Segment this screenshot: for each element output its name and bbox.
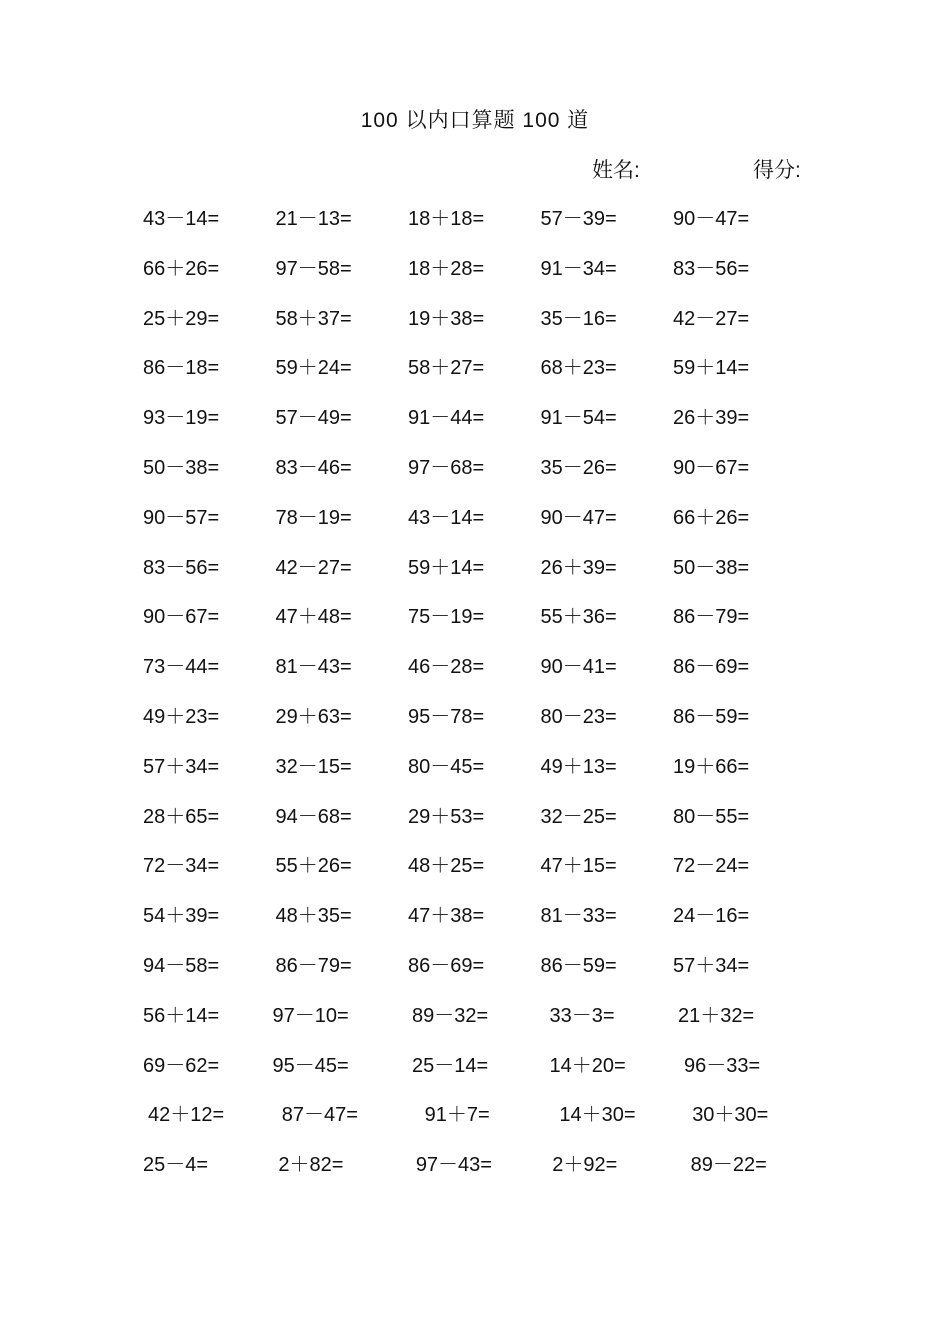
problem-item: 90－67=: [673, 456, 750, 479]
problem-item: 94－68=: [275, 805, 352, 828]
problem-item: 50－38=: [143, 456, 220, 479]
problem-item: 2＋82=: [278, 1154, 344, 1177]
problem-item: 89－32=: [412, 1004, 489, 1027]
problem-item: 29＋53=: [408, 805, 485, 828]
problem-item: 32－15=: [275, 755, 352, 778]
problem-item: 93－19=: [143, 407, 220, 430]
problem-item: 68＋23=: [540, 357, 617, 380]
name-label: 姓名:: [592, 159, 640, 182]
problem-row: [143, 802, 823, 852]
problem-item: 89－22=: [690, 1154, 767, 1177]
problem-item: 80－23=: [540, 705, 617, 728]
problem-item: 49＋13=: [540, 755, 617, 778]
problem-item: 69－62=: [143, 1054, 220, 1077]
problem-item: 47＋15=: [540, 855, 617, 878]
problem-item: 19＋66=: [673, 755, 750, 778]
problem-item: 97－58=: [275, 257, 352, 280]
problem-item: 80－45=: [408, 755, 485, 778]
problem-row: [143, 702, 823, 752]
problem-item: 56＋14=: [143, 1004, 220, 1027]
problem-item: 73－44=: [143, 656, 220, 679]
problem-item: 87－47=: [281, 1104, 358, 1127]
problem-item: 90－47=: [673, 208, 750, 230]
problem-row: [143, 403, 823, 453]
problem-item: 86－59=: [673, 705, 750, 728]
problem-item: 47＋38=: [408, 905, 485, 928]
problem-item: 86－59=: [540, 954, 617, 977]
problem-row: [143, 254, 823, 304]
problem-item: 90－67=: [143, 606, 220, 629]
problem-item: 28＋65=: [143, 805, 220, 828]
problem-item: 35－26=: [540, 456, 617, 479]
problem-row: [143, 951, 823, 1001]
problem-item: 57－49=: [275, 407, 352, 430]
problem-item: 83－46=: [275, 456, 352, 479]
score-label: 得分:: [753, 159, 801, 182]
problem-item: 97－68=: [408, 456, 485, 479]
problem-row: [143, 1100, 823, 1150]
problem-item: 19＋38=: [408, 307, 485, 330]
problem-row: [143, 602, 823, 652]
problem-item: 81－43=: [275, 656, 352, 679]
problem-item: 46－28=: [408, 656, 485, 679]
problem-item: 49＋23=: [143, 705, 220, 728]
problem-item: 83－56=: [143, 556, 220, 579]
problem-item: 57－39=: [540, 208, 617, 230]
page-title: 100 以内口算题 100 道: [360, 109, 590, 132]
problem-item: 86－18=: [143, 357, 220, 380]
problem-row: [143, 1001, 823, 1051]
problem-item: 50－38=: [673, 556, 750, 579]
problem-item: 18＋18=: [408, 208, 485, 230]
problem-item: 96－33=: [684, 1054, 761, 1077]
problem-item: 42＋12=: [148, 1104, 225, 1127]
problem-item: 43－14=: [143, 208, 220, 230]
problem-item: 25－4=: [143, 1154, 209, 1177]
problem-item: 25＋29=: [143, 307, 220, 330]
problem-item: 95－45=: [272, 1054, 349, 1077]
problem-item: 66＋26=: [143, 257, 220, 280]
problem-item: 18＋28=: [408, 257, 485, 280]
problem-row: [143, 652, 823, 702]
problem-item: 29＋63=: [275, 705, 352, 728]
problem-item: 90－41=: [540, 656, 617, 679]
problem-item: 26＋39=: [673, 407, 750, 430]
problem-item: 90－57=: [143, 506, 220, 529]
problem-item: 83－56=: [673, 257, 750, 280]
problem-row: [143, 752, 823, 802]
problem-item: 48＋35=: [275, 905, 352, 928]
problem-item: 90－47=: [540, 506, 617, 529]
problem-item: 72－24=: [673, 855, 750, 878]
problem-item: 91－54=: [540, 407, 617, 430]
problem-item: 86－69=: [408, 954, 485, 977]
problem-row: [143, 503, 823, 553]
problem-item: 91＋7=: [424, 1104, 490, 1127]
problem-item: 86－79=: [673, 606, 750, 629]
problem-item: 75－19=: [408, 606, 485, 629]
problem-item: 81－33=: [540, 905, 617, 928]
problem-item: 59＋24=: [275, 357, 352, 380]
problem-item: 95－78=: [408, 705, 485, 728]
problem-item: 94－58=: [143, 954, 220, 977]
problem-item: 43－14=: [408, 506, 485, 529]
problem-item: 24－16=: [673, 905, 750, 928]
problem-item: 91－34=: [540, 257, 617, 280]
problem-item: 21－13=: [275, 208, 352, 230]
problem-item: 47＋48=: [275, 606, 352, 629]
problem-item: 14＋20=: [549, 1054, 626, 1077]
problem-item: 59＋14=: [673, 357, 750, 380]
problem-item: 72－34=: [143, 855, 220, 878]
problem-row: [143, 901, 823, 951]
problem-item: 97－43=: [415, 1154, 492, 1177]
problem-item: 14＋30=: [559, 1104, 636, 1127]
problem-item: 30＋30=: [692, 1104, 769, 1127]
problem-item: 32－25=: [540, 805, 617, 828]
problem-row: [143, 1051, 823, 1101]
problem-item: 55＋36=: [540, 606, 617, 629]
problem-item: 42－27=: [275, 556, 352, 579]
problem-item: 54＋39=: [143, 905, 220, 928]
problem-item: 2＋92=: [552, 1154, 618, 1177]
problem-item: 26＋39=: [540, 556, 617, 579]
problem-item: 97－10=: [272, 1004, 349, 1027]
problem-grid: [143, 204, 823, 1200]
problem-item: 21＋32=: [678, 1004, 755, 1027]
problem-row: [143, 453, 823, 503]
problem-item: 86－79=: [275, 954, 352, 977]
problem-item: 25－14=: [412, 1054, 489, 1077]
problem-row: [143, 353, 823, 403]
problem-item: 78－19=: [275, 506, 352, 529]
problem-item: 33－3=: [549, 1004, 615, 1027]
problem-item: 59＋14=: [408, 556, 485, 579]
problem-item: 58＋37=: [275, 307, 352, 330]
problem-row: [143, 304, 823, 354]
problem-item: 66＋26=: [673, 506, 750, 529]
problem-item: 80－55=: [673, 805, 750, 828]
problem-item: 35－16=: [540, 307, 617, 330]
problem-row: [143, 851, 823, 901]
problem-item: 48＋25=: [408, 855, 485, 878]
problem-item: 55＋26=: [275, 855, 352, 878]
problem-item: 42－27=: [673, 307, 750, 330]
problem-item: 57＋34=: [673, 954, 750, 977]
problem-item: 86－69=: [673, 656, 750, 679]
problem-row: [143, 553, 823, 603]
problem-row: [143, 204, 823, 254]
problem-row: [143, 1150, 823, 1200]
problem-item: 58＋27=: [408, 357, 485, 380]
problem-item: 57＋34=: [143, 755, 220, 778]
problem-item: 91－44=: [408, 407, 485, 430]
